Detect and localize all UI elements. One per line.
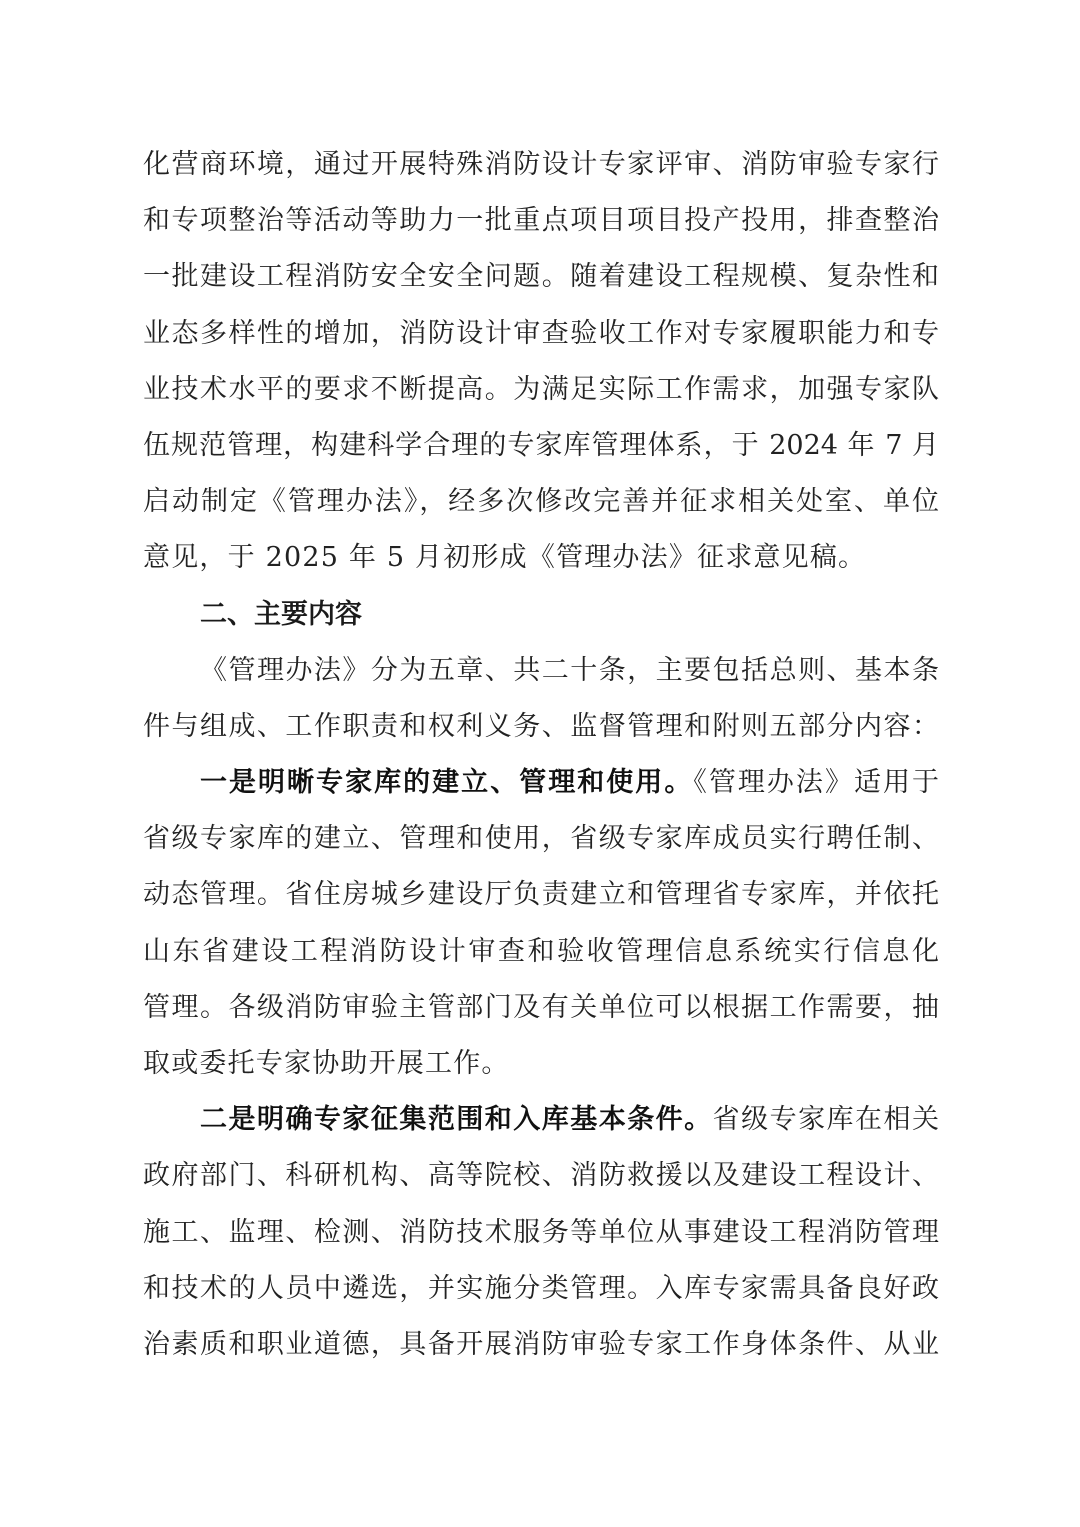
text-line: 业态多样性的增加，消防设计审查验收工作对专家履职能力和专 [143, 317, 939, 349]
text-line: 管理。各级消防审验主管部门及有关单位可以根据工作需要，抽 [143, 991, 939, 1023]
text-line: 和专项整治等活动等助力一批重点项目项目投产投用，排查整治 [143, 205, 939, 237]
text-line: 和技术的人员中遴选，并实施分类管理。入库专家需具备良好政 [143, 1272, 939, 1304]
paragraph-point-one [143, 755, 939, 1092]
text-line: 动态管理。省住房城乡建设厅负责建立和管理省专家库，并依托 [143, 879, 939, 911]
point-two-lead: 二是明确专家征集范围和入库基本条件。 [200, 1104, 713, 1136]
text-line: 取或委托专家协助开展工作。 [143, 1048, 510, 1079]
text-line: 业技术水平的要求不断提高。为满足实际工作需求，加强专家队 [143, 373, 939, 405]
point-one-text: 《管理办法》适用于 [693, 767, 939, 799]
text-line: 省级专家库的建立、管理和使用，省级专家库成员实行聘任制、 [143, 823, 939, 855]
document-page [143, 137, 939, 1373]
text-line [143, 1092, 939, 1148]
text-line: 山东省建设工程消防设计审查和验收管理信息系统实行信息化 [143, 935, 939, 967]
text-line: 一批建设工程消防安全安全问题。随着建设工程规模、复杂性和 [143, 261, 939, 293]
paragraph-background [143, 137, 939, 587]
text-line [143, 755, 939, 811]
text-line: 件与组成、工作职责和权利义务、监督管理和附则五部分内容： [143, 710, 939, 742]
text-line: 伍规范管理，构建科学合理的专家库管理体系，于 2024 年 7 月 [143, 429, 939, 461]
text-line: 施工、监理、检测、消防技术服务等单位从事建设工程消防管理 [143, 1216, 939, 1248]
text-line: 启动制定《管理办法》，经多次修改完善并征求相关处室、单位 [143, 486, 939, 518]
text-line: 治素质和职业道德，具备开展消防审验专家工作身体条件、从业 [143, 1328, 939, 1360]
point-two-text: 省级专家库在相关 [712, 1104, 939, 1136]
paragraph-overview [143, 643, 939, 755]
section-heading: 二、主要内容 [200, 598, 362, 630]
point-one-lead: 一是明晰专家库的建立、管理和使用。 [200, 767, 694, 799]
text-line: 意见，于 2025 年 5 月初形成《管理办法》征求意见稿。 [143, 542, 867, 574]
text-line: 《管理办法》分为五章、共二十条，主要包括总则、基本条 [200, 654, 939, 686]
text-line: 化营商环境，通过开展特殊消防设计专家评审、消防审验专家行 [143, 149, 939, 180]
text-line: 政府部门、科研机构、高等院校、消防救援以及建设工程设计、 [143, 1160, 939, 1192]
paragraph-point-two [143, 1092, 939, 1373]
